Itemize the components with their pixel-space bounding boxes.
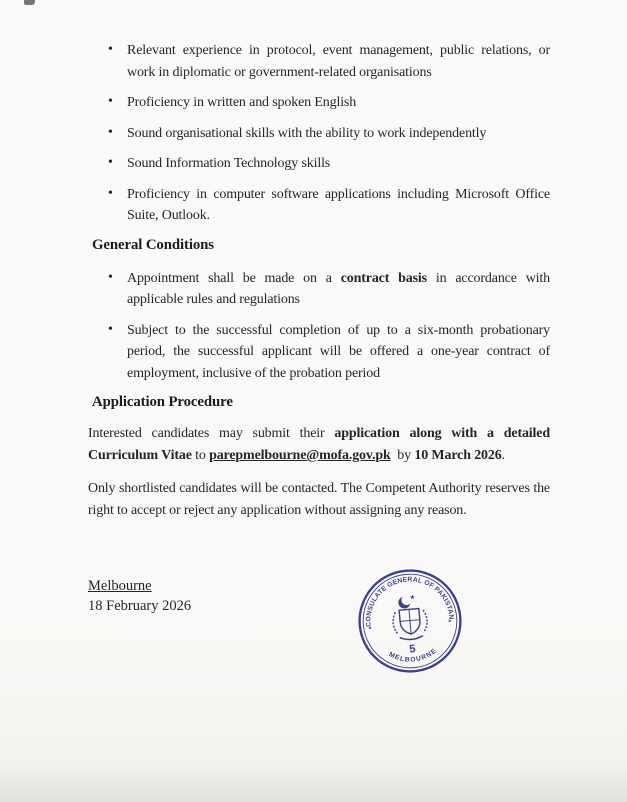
submit-text: to xyxy=(191,448,210,463)
signoff-block xyxy=(88,576,191,616)
qualification-text: Proficiency in written and spoken English xyxy=(127,95,357,110)
qualifications-list xyxy=(88,40,550,227)
stamp-bottom-arc-text: MELBOURNE xyxy=(387,647,439,664)
shortlist-notice-paragraph: Only shortlisted candidates will be contacted. The Competent Authority reserves the right to accept or reject any application without assigning any reason. xyxy=(88,481,550,518)
list-item xyxy=(88,92,550,114)
consulate-stamp xyxy=(351,562,468,679)
scan-edge-artifact xyxy=(24,0,35,5)
section-heading-general-conditions: General Conditions xyxy=(92,236,214,253)
consulate-stamp-seal xyxy=(351,562,468,679)
star-separator-icon: ✦ xyxy=(367,625,373,633)
stamp-center-number: 5 xyxy=(408,643,417,656)
submit-text: by xyxy=(390,448,415,463)
qualification-text: Sound organisational skills with the ability to work independently xyxy=(127,125,487,141)
submit-bold-phrase: application along with a detailed Curriculum Vitae xyxy=(88,426,550,463)
general-conditions-list xyxy=(88,268,550,385)
star-separator-icon: ✦ xyxy=(447,618,453,626)
qualification-text: Sound Information Technology skills xyxy=(127,156,331,171)
qualification-text: Relevant experience in protocol, event management, public relations, or work in diplomatic or government-related organisations xyxy=(127,43,550,80)
list-item xyxy=(88,184,550,227)
list-item xyxy=(88,320,550,385)
submit-text: . xyxy=(501,448,505,463)
email-address: parepmelbourne@mofa.gov.pk xyxy=(209,448,391,463)
signoff-place: Melbourne xyxy=(88,578,152,594)
deadline-date: 10 March 2026 xyxy=(414,448,502,463)
bullet-marker: • xyxy=(108,124,113,140)
list-item xyxy=(88,153,550,175)
list-item xyxy=(88,40,550,83)
wreath-right-icon xyxy=(422,610,428,633)
bullet-marker: • xyxy=(108,321,113,337)
qualification-text: Proficiency in computer software applications including Microsoft Office Suite, Outlook. xyxy=(127,186,550,223)
bullet-marker: • xyxy=(108,269,113,285)
submit-text: Interested candidates may submit their xyxy=(88,426,335,441)
condition-text-post: in accordance with applicable rules and regulations xyxy=(127,270,550,307)
document-content xyxy=(88,40,550,533)
condition-text-pre: Appointment shall be made on a xyxy=(127,270,341,286)
signoff-date: 18 February 2026 xyxy=(88,598,192,614)
bullet-marker: • xyxy=(108,185,113,201)
list-item xyxy=(88,123,550,145)
application-paragraph xyxy=(88,423,550,467)
wreath-left-icon xyxy=(392,612,398,635)
list-item xyxy=(88,268,550,311)
condition-text: Subject to the successful completion of up to a six-month probationary period, the successful applicant will be offered a one-year contract of employment, inclusive of the probation period xyxy=(127,322,550,381)
bullet-marker: • xyxy=(108,42,113,57)
shield-quarter-lines xyxy=(399,608,421,634)
bullet-marker: • xyxy=(108,94,113,109)
stamp-top-arc-text: CONSULATE GENERAL OF PAKISTAN xyxy=(365,576,455,627)
banner-scroll-icon xyxy=(400,636,424,641)
bullet-marker: • xyxy=(108,155,113,170)
emblem-star-icon: ★ xyxy=(409,593,416,602)
section-heading-application-procedure: Application Procedure xyxy=(92,394,233,410)
condition-text-bold: contract basis xyxy=(340,270,427,286)
